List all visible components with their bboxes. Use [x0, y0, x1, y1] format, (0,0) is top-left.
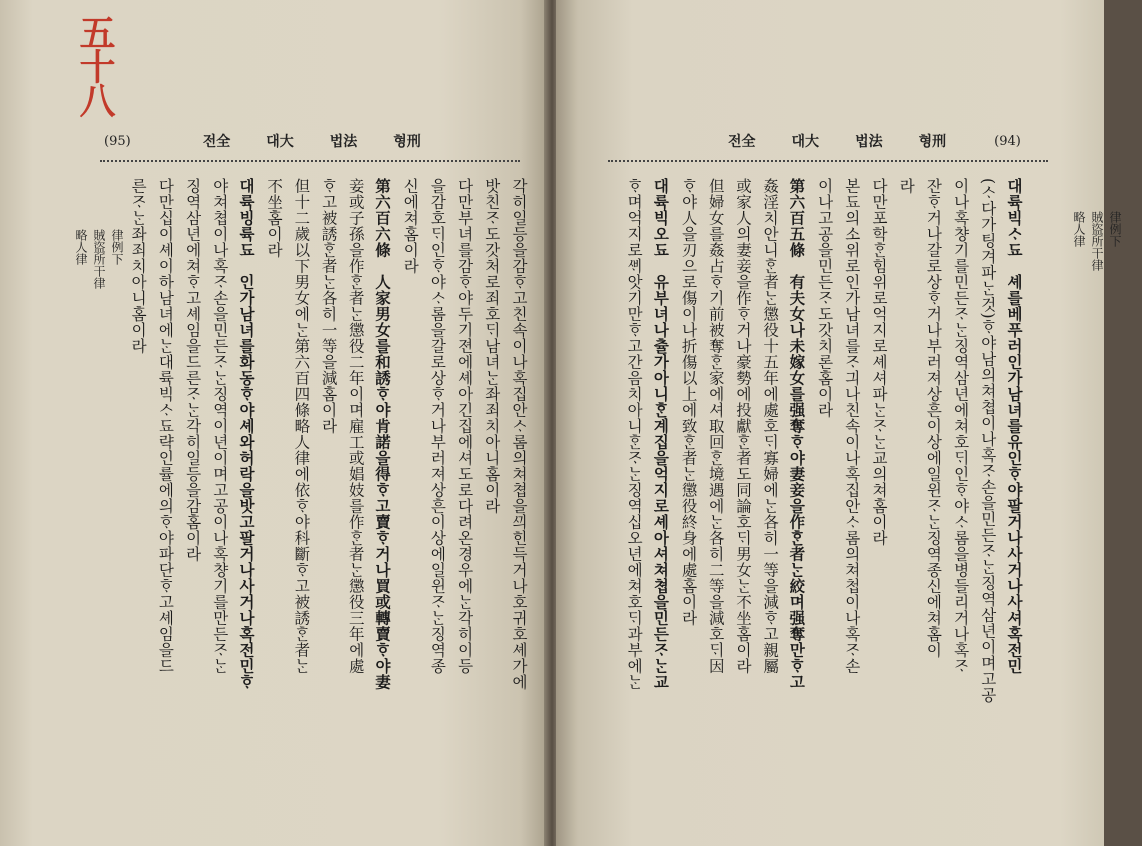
right-page-header [728, 128, 1021, 154]
right-header-part2: 대大 [791, 134, 820, 150]
text-column: 대륙빅ᄉᆞ됴 셰를베푸러인가남녀를유인ᄒᆞ야팔거나사거나사셔혹전민 [1005, 178, 1024, 674]
text-column: 다만포학ᄒᆞᆫ힘위로억지로셰셔파ᄂᆞᆫᄌᆞᄂᆞᆫ교의쳐홈이라 [869, 178, 888, 546]
text-column: 或家人의妻妾을作ᄒᆞ거나豪勢에投獻ᄒᆞᆫ者도同論호ᄃᆡ男女ᄂᆞᆫ不坐홈이라 [733, 178, 752, 674]
right-footnote-1: 律例下 [1108, 210, 1122, 247]
text-column: 다만부녀를감ᄒᆞ야두기젼에셰아긴집에셔도로다려온경우에ᄂᆞᆫ각히이등 [455, 178, 474, 674]
left-footnote-2: 賊盜所干律 [92, 228, 106, 289]
right-header-part4: 형刑 [918, 134, 947, 150]
text-column: 第六百五條 有夫女나未嫁女를强奪ᄒᆞ야妻妾을作ᄒᆞᆫ者ᄂᆞᆫ絞며强奪만ᄒᆞ고 [787, 178, 807, 690]
right-footnote-3: 略人律 [1072, 210, 1086, 247]
text-column: (ᄉᆞ다가팅겨파ᄂᆞᆫ것)ᄒᆞ야남의쳐쳡이나혹ᄌᆞ손을민든ᄌᆞᄂᆞᆫ징역삼년이며고공 [978, 178, 997, 704]
text-column: 을감호ᄃᆡ인ᄒᆞ야ᄉᆞ롬을갈로상ᄒᆞ거나부러져상흔이상에일윈ᄌᆞᄂᆞᆫ징역종 [428, 178, 447, 674]
right-footnote-2: 賊盜所干律 [1090, 210, 1104, 271]
text-column: ᄒᆞ고被誘ᄒᆞᆫ者ᄂᆞᆫ各히一等을減홈이라 [319, 178, 338, 434]
text-column: 이나혹챵기를민든ᄌᆞᄂᆞᆫ징역삼년에쳐호ᄃᆡ인ᄒᆞ야ᄉᆞ롬을병들리거나혹ᄌᆞ [951, 178, 970, 674]
left-header-part1: 전全 [202, 134, 231, 150]
right-page-number: (94) [994, 133, 1021, 149]
text-column: 이나고공을민든ᄌᆞ도갓치론홈이라 [815, 178, 834, 418]
text-column: 妾或子孫을作ᄒᆞᆫ者ᄂᆞᆫ懲役二年이며雇工或娼妓를作ᄒᆞᆫ者ᄂᆞᆫ懲役三年에處 [346, 178, 365, 674]
left-header-part3: 법法 [329, 134, 358, 150]
text-column: 른ᄌᆞᄂᆞᆫ좌죄치아니홈이라 [129, 178, 148, 354]
left-page-number: (95) [104, 133, 131, 149]
text-column: 징역삼년에쳐ᄒᆞ고셰임을드른ᄌᆞᄂᆞᆫ각히일등을감홈이라 [183, 178, 202, 562]
text-column: 姦淫치안니ᄒᆞᆫ者ᄂᆞᆫ懲役十五年에處호ᄃᆡ寡婦에ᄂᆞᆫ各히一等을減ᄒᆞ고親屬 [761, 178, 780, 674]
left-page-header [104, 128, 421, 154]
left-header-part4: 형刑 [393, 134, 421, 150]
text-column: 다만십이셰이하남녀에ᄂᆞᆫ대륙빅ᄉᆞ됴략인률에의ᄒᆞ야파단ᄒᆞ고셰임을드 [156, 178, 175, 674]
left-header-rule [100, 160, 520, 162]
text-column: ᄒᆞ며억지로ᄲᆡ앗기만ᄒᆞ고간음치아니ᄒᆞᆫᄌᆞᄂᆞᆫ징역십오년에쳐호ᄃᆡ과부에ᄂᆞᆫ [625, 178, 644, 690]
text-column: 신에쳐홈이라 [401, 178, 420, 274]
left-page-body [112, 178, 532, 818]
text-column: 잔ᄒᆞ거나갈로상ᄒᆞ거나부러져상흔이상에일윈ᄌᆞᄂᆞᆫ징역종신에쳐홈이 [924, 178, 943, 658]
text-column: 대륙빙륙됴 인가남녀를화동ᄒᆞ야셰와허락을밧고팔거나사거나혹전민ᄒᆞ [236, 178, 256, 690]
text-column: 但婦女를姦占ᄒᆞ기前被奪ᄒᆞᆫ家에셔取回ᄒᆞᆫ境遇에ᄂᆞᆫ各히二等을減호ᄃᆡ因 [706, 178, 725, 674]
left-footnote [54, 206, 144, 406]
text-column: 밧친ᄌᆞ도갓처로죄호ᄃᆡ남녀ᄂᆞᆫ좌죄치아니홈이라 [482, 178, 501, 514]
text-column: 각히일등을감ᄒᆞ고친속이나혹집안ᄉᆞ롬의쳐쳡을ᄭᅴ힌득거나호귀호셰가에 [510, 178, 528, 690]
text-column: 但十二歲以下男女에ᄂᆞᆫ第六百四條略人律에依ᄒᆞ야科斷ᄒᆞ고被誘ᄒᆞᆫ者ᄂᆞᆫ [292, 178, 311, 674]
right-header-part3: 법法 [855, 134, 883, 150]
text-column: 不坐홈이라 [265, 178, 284, 258]
left-header-part2: 대大 [266, 134, 294, 150]
left-footnote-3: 略人律 [74, 228, 88, 265]
right-header-rule [608, 160, 1048, 162]
left-footnote-1: 律例下 [110, 228, 124, 265]
red-stamp: 五十八 [74, 14, 116, 116]
right-header-part1: 전全 [728, 134, 756, 150]
text-column: ᄒᆞ야人을刃으로傷이나折傷以上에致ᄒᆞᆫ者ᄂᆞᆫ懲役終身에處홈이라 [679, 178, 698, 626]
right-page-body [616, 178, 1028, 818]
text-column: 대륙빅오됴 유부녀나츌가아니ᄒᆞᆫ계집을억지로셰아셔쳐쳡을민든ᄌᆞᄂᆞᆫ교 [651, 178, 671, 690]
text-column: 야쳐쳡이나혹ᄌᆞ손을민든ᄌᆞᄂᆞᆫ징역이년이며고공이나혹챵기를만든ᄌᆞᄂᆞᆫ [210, 178, 229, 674]
right-footnote [1052, 188, 1142, 388]
right-page [556, 0, 1122, 846]
text-column: 라 [897, 178, 916, 194]
text-column: 第六百六條 人家男女를和誘ᄒᆞ야肯諾을得ᄒᆞ고賣ᄒᆞ거나買或轉賣ᄒᆞ야妻 [372, 178, 392, 690]
left-page [0, 0, 548, 846]
text-column: 본됴의소위로인가남녀를ᄌᆞ긔나친속이나혹집안ᄉᆞ롬의쳐첩이나혹ᄌᆞ손 [842, 178, 861, 674]
